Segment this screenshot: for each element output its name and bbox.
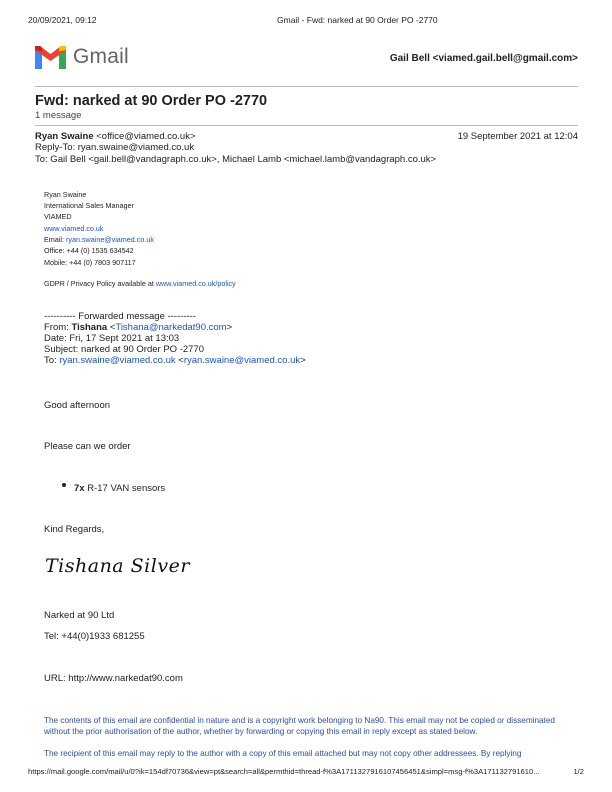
order-request: Please can we order — [44, 441, 131, 452]
to-line: To: Gail Bell <gail.bell@vandagraph.co.uk>, Michael Lamb <michael.lamb@vandagraph.co.uk> — [35, 154, 437, 165]
forward-to-label: To: — [44, 355, 60, 366]
forward-from-line — [44, 322, 232, 333]
forward-to-line — [44, 355, 306, 366]
order-item-qty: 7x — [74, 483, 85, 494]
disclaimer-paragraph-1: The contents of this email are confidential in nature and is a copyright work belonging to Na90. This email may not be copied or disseminated without the prior authorisation of the author, whether by forwarding or copying this email in reply except as stated below. — [44, 716, 555, 736]
sender-tel: Tel: +44(0)1933 681255 — [44, 631, 145, 642]
message-date: 19 September 2021 at 12:04 — [457, 131, 578, 142]
disclaimer-paragraph-2: The recipient of this email may reply to the author with a copy of this email attached but may not copy other addressees. By replying — [44, 749, 522, 758]
header-divider — [35, 86, 578, 87]
signature-name: Ryan Swaine — [44, 190, 87, 199]
reply-to-line: Reply-To: ryan.swaine@viamed.co.uk — [35, 142, 195, 153]
print-footer-url: https://mail.google.com/mail/u/0?ik=154df70736&view=pt&search=all&permthid=thread-f%3A1711327916107456451&simpl=msg-f%3A171132791610... — [28, 767, 540, 776]
signature-mobile: Mobile: +44 (0) 7803 907117 — [44, 258, 136, 267]
forward-from-name: Tishana — [71, 322, 108, 333]
print-page-number: 1/2 — [573, 767, 584, 776]
forward-date: Date: Fri, 17 Sept 2021 at 13:03 — [44, 333, 180, 344]
signature-email-link[interactable]: ryan.swaine@viamed.co.uk — [65, 235, 154, 244]
forward-subject: Subject: narked at 90 Order PO -2770 — [44, 344, 205, 355]
sender-line — [35, 131, 196, 142]
url-line — [44, 673, 183, 684]
closing: Kind Regards, — [44, 524, 105, 535]
forward-from-bracket-close: > — [226, 322, 233, 333]
forward-to-bracket-open: < — [175, 355, 184, 366]
order-item — [74, 483, 165, 494]
forward-to-bracket-close: > — [300, 355, 306, 366]
url-link[interactable]: http://www.narkedat90.com — [68, 673, 183, 684]
thread-divider — [35, 125, 578, 126]
sender-company: Narked at 90 Ltd — [44, 610, 115, 621]
forward-from-bracket-open: < — [107, 322, 116, 333]
account-owner: Gail Bell <viamed.gail.bell@gmail.com> — [389, 53, 578, 64]
url-label: URL: — [44, 673, 69, 684]
gmail-wordmark: Gmail — [73, 45, 129, 68]
gdpr-label: GDPR / Privacy Policy available at — [44, 279, 156, 288]
thread-subject: Fwd: narked at 90 Order PO -2770 — [35, 93, 268, 109]
forward-from-email-link[interactable]: Tishana@narkedat90.com — [115, 322, 227, 333]
gmail-logo — [35, 44, 127, 70]
order-item-desc: R-17 VAN sensors — [84, 483, 166, 494]
gdpr-line — [44, 279, 236, 288]
message-count: 1 message — [35, 110, 82, 121]
greeting: Good afternoon — [44, 400, 111, 411]
forward-to-link-2[interactable]: ryan.swaine@viamed.co.uk — [183, 355, 301, 366]
sender-name: Ryan Swaine — [35, 131, 94, 142]
list-bullet — [62, 483, 66, 487]
forward-from-label: From: — [44, 322, 72, 333]
signature-email-label: Email: — [44, 235, 66, 244]
signature-company: VIAMED — [44, 212, 72, 221]
print-datetime: 20/09/2021, 09:12 — [28, 15, 97, 25]
forward-divider: ---------- Forwarded message --------- — [44, 311, 196, 322]
forward-to-link[interactable]: ryan.swaine@viamed.co.uk — [59, 355, 176, 366]
signature-office: Office: +44 (0) 1535 634542 — [44, 246, 134, 255]
signature-website-link[interactable]: www.viamed.co.uk — [44, 224, 104, 233]
handwritten-signature: Tishana Silver — [45, 555, 190, 577]
sender-email: <office@viamed.co.uk> — [93, 131, 196, 142]
gmail-m-icon — [35, 46, 66, 69]
signature-role: International Sales Manager — [44, 201, 134, 210]
signature-email-line — [44, 235, 154, 244]
print-title: Gmail - Fwd: narked at 90 Order PO -2770 — [277, 15, 438, 25]
gdpr-link[interactable]: www.viamed.co.uk/policy — [155, 279, 236, 288]
